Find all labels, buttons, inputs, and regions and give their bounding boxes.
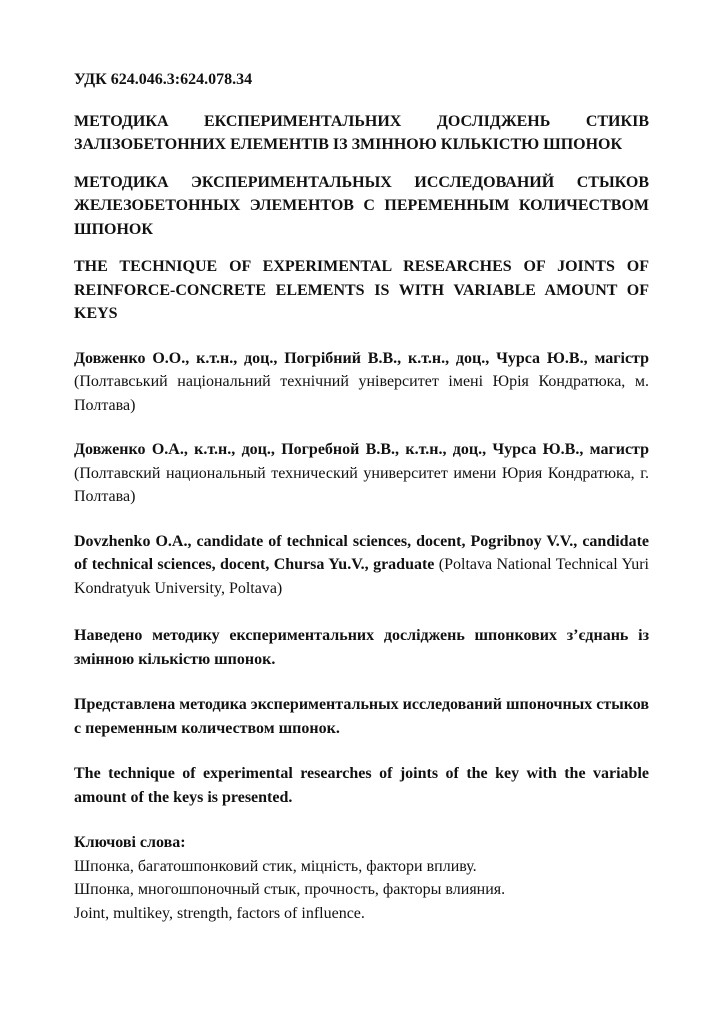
- authors-russian: [74, 438, 649, 509]
- author-affiliation: (Poltava National Technical Yuri Kondratyuk University, Poltava): [74, 556, 649, 597]
- abstract-english: The technique of experimental researches of joints of the key with the variable amount of the keys is presented.: [74, 765, 649, 806]
- keywords-ukrainian: Шпонка, багатошпонковий стик, міцність, фактори впливу.: [74, 857, 477, 875]
- keywords-english: Joint, multikey, strength, factors of influence.: [74, 904, 365, 922]
- title-english: THE TECHNIQUE OF EXPERIMENTAL RESEARCHES OF JOINTS OF REINFORCE-CONCRETE ELEMENTS IS WITH VARIABLE AMOUNT OF KEYS: [74, 258, 649, 322]
- udk-code: УДК 624.046.3:624.078.34: [74, 71, 253, 88]
- keywords-heading: Ключові слова:: [74, 834, 186, 851]
- title-russian: МЕТОДИКА ЭКСПЕРИМЕНТАЛЬНЫХ ИССЛЕДОВАНИЙ СТЫКОВ ЖЕЛЕЗОБЕТОННЫХ ЭЛЕМЕНТОВ С ПЕРЕМЕННЫМ КОЛИЧЕСТВОМ ШПОНОК: [74, 173, 649, 238]
- keywords-section: [74, 831, 649, 925]
- author-affiliation: (Полтавский национальный технический университет имени Юрия Кондратюка, г. Полтава): [74, 464, 649, 505]
- author-names: Довженко О.О., к.т.н., доц., Погрібний В.В., к.т.н., доц., Чурса Ю.В., магістр: [74, 349, 649, 367]
- authors-english: [74, 530, 649, 601]
- authors-ukrainian: [74, 347, 649, 418]
- author-names: Довженко О.А., к.т.н., доц., Погребной В.В., к.т.н., доц., Чурса Ю.В., магистр: [74, 441, 649, 458]
- title-ukrainian: МЕТОДИКА ЕКСПЕРИМЕНТАЛЬНИХ ДОСЛІДЖЕНЬ СТИКІВ ЗАЛІЗОБЕТОННИХ ЕЛЕМЕНТІВ ІЗ ЗМІННОЮ КІЛЬКІСТЮ ШПОНОК: [74, 112, 649, 153]
- author-affiliation: (Полтавський національний технічний університет імені Юрія Кондратюка, м. Полтава): [74, 373, 649, 414]
- author-names: Dovzhenko O.A., candidate of technical sciences, docent, Pogribnoy V.V., candidate of technical sciences, docent, Chursa Yu.V., graduate: [74, 532, 649, 573]
- abstract-russian: Представлена методика экспериментальных исследований шпоночных стыков с переменным количеством шпонок.: [74, 696, 649, 737]
- abstract-ukrainian: Наведено методику експериментальних досліджень шпонкових з’єднань із змінною кількістю шпонок.: [74, 627, 649, 668]
- keywords-russian: Шпонка, многошпоночный стык, прочность, факторы влияния.: [74, 881, 506, 898]
- paper-page: [74, 68, 649, 925]
